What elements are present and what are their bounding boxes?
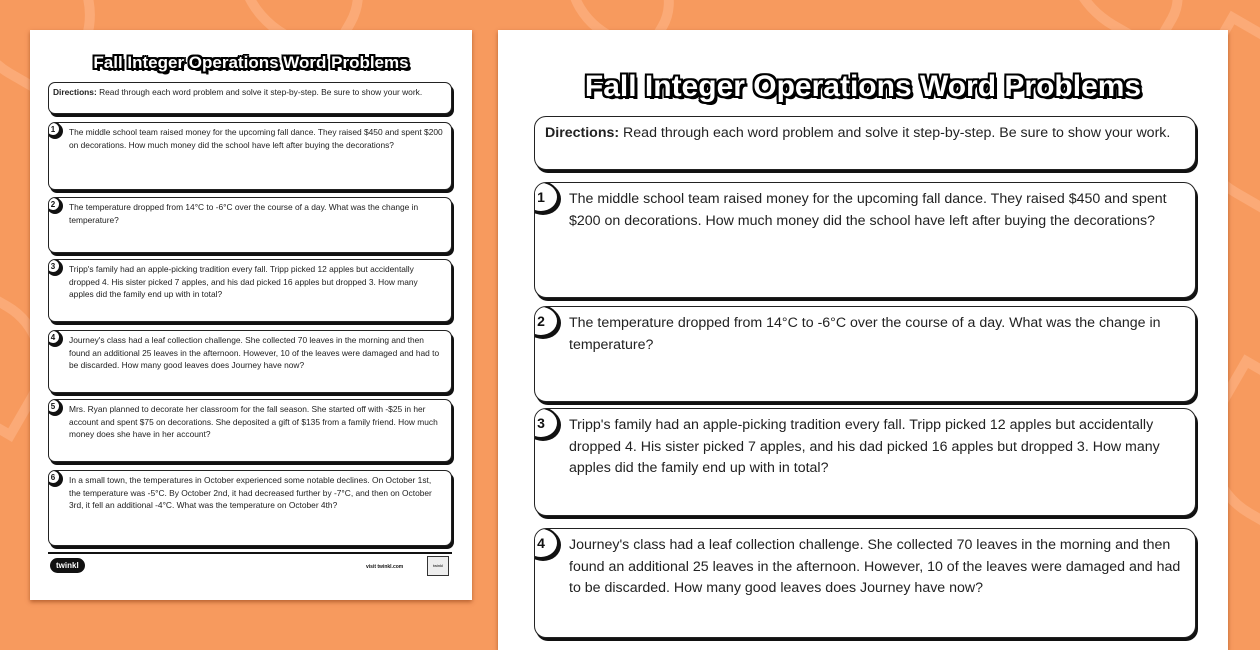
visit-link[interactable]: visit twinkl.com	[366, 564, 404, 570]
quality-badge: twinkl	[427, 556, 449, 576]
problem-text: Mrs. Ryan planned to decorate her classroom for the fall season. She started off with -$25 in her account and spent $75 on decorations. She deposited a gift of $135 from a family friend. How much money does she have in her account?	[69, 404, 438, 439]
problem-text: Tripp's family had an apple-picking tradition every fall. Tripp picked 12 apples but accidentally dropped 4. His sister picked 7 apples, and his dad picked 16 apples but dropped 3. How many apples did the family end up with in total?	[69, 264, 418, 299]
twinkl-logo: twinkl	[50, 558, 85, 573]
problem-box	[534, 182, 1196, 298]
problem-text: In a small town, the temperatures in October experienced some notable declines. On October 1st, the temperature was -5°C. By October 2nd, it had decreased further by -7°C, and then on October 3rd, it fell an additional -4°C. What was the temperature on October 4th?	[69, 475, 432, 510]
problem-number: 4	[534, 528, 559, 559]
problem-text: Journey's class had a leaf collection challenge. She collected 70 leaves in the morning and then found an additional 25 leaves in the afternoon. However, 10 of the leaves were damaged and had to be discarded. How many good leaves does Journey have now?	[69, 335, 440, 370]
worksheet-title: Fall Integer Operations Word Problems	[584, 70, 1142, 103]
directions-label: Directions:	[545, 125, 620, 141]
footer-divider	[48, 552, 452, 554]
directions-text: Read through each word problem and solve it step-by-step. Be sure to show your work.	[619, 125, 1171, 141]
problem-number: 2	[534, 306, 559, 337]
worksheet-title: Fall Integer Operations Word Problems	[93, 53, 409, 72]
problem-text: The middle school team raised money for the upcoming fall dance. They raised $450 and spent $200 on decorations. How much money did the school have left after buying the decorations?	[69, 127, 443, 150]
directions-text: Read through each word problem and solve it step-by-step. Be sure to show your work.	[96, 87, 423, 97]
problem-box	[534, 306, 1196, 402]
problem-box	[48, 330, 452, 393]
problem-box	[534, 408, 1196, 516]
problem-number: 4	[48, 330, 61, 345]
problem-text: The temperature dropped from 14°C to -6°C over the course of a day. What was the change in temperature?	[69, 202, 419, 225]
problem-text: Journey's class had a leaf collection challenge. She collected 70 leaves in the morning and then found an additional 25 leaves in the afternoon. However, 10 of the leaves were damaged and had to be discarded. How many good leaves does Journey have now?	[569, 537, 1181, 596]
problem-number: 3	[48, 259, 61, 274]
problem-number: 1	[534, 182, 559, 213]
problem-text: The middle school team raised money for the upcoming fall dance. They raised $450 and spent $200 on decorations. How much money did the school have left after buying the decorations?	[569, 191, 1167, 229]
worksheet-preview-small	[30, 30, 472, 600]
problem-box	[48, 122, 452, 190]
directions-box	[48, 82, 452, 114]
problem-number: 3	[534, 408, 559, 439]
problem-box	[48, 470, 452, 546]
problem-number: 2	[48, 197, 61, 212]
problem-text: Tripp's family had an apple-picking tradition every fall. Tripp picked 12 apples but accidentally dropped 4. His sister picked 7 apples, and his dad picked 16 apples but dropped 3. How many apples did the family end up with in total?	[569, 417, 1160, 476]
problem-text: The temperature dropped from 14°C to -6°C over the course of a day. What was the change in temperature?	[569, 315, 1161, 353]
problem-box	[534, 528, 1196, 638]
directions-box	[534, 116, 1196, 170]
problem-box	[48, 259, 452, 322]
directions-label: Directions:	[53, 87, 97, 97]
problem-number: 1	[48, 122, 61, 137]
problem-box	[48, 197, 452, 253]
worksheet-preview-large	[498, 30, 1228, 650]
problem-number: 5	[48, 399, 61, 414]
problem-box	[48, 399, 452, 462]
problem-number: 6	[48, 470, 61, 485]
